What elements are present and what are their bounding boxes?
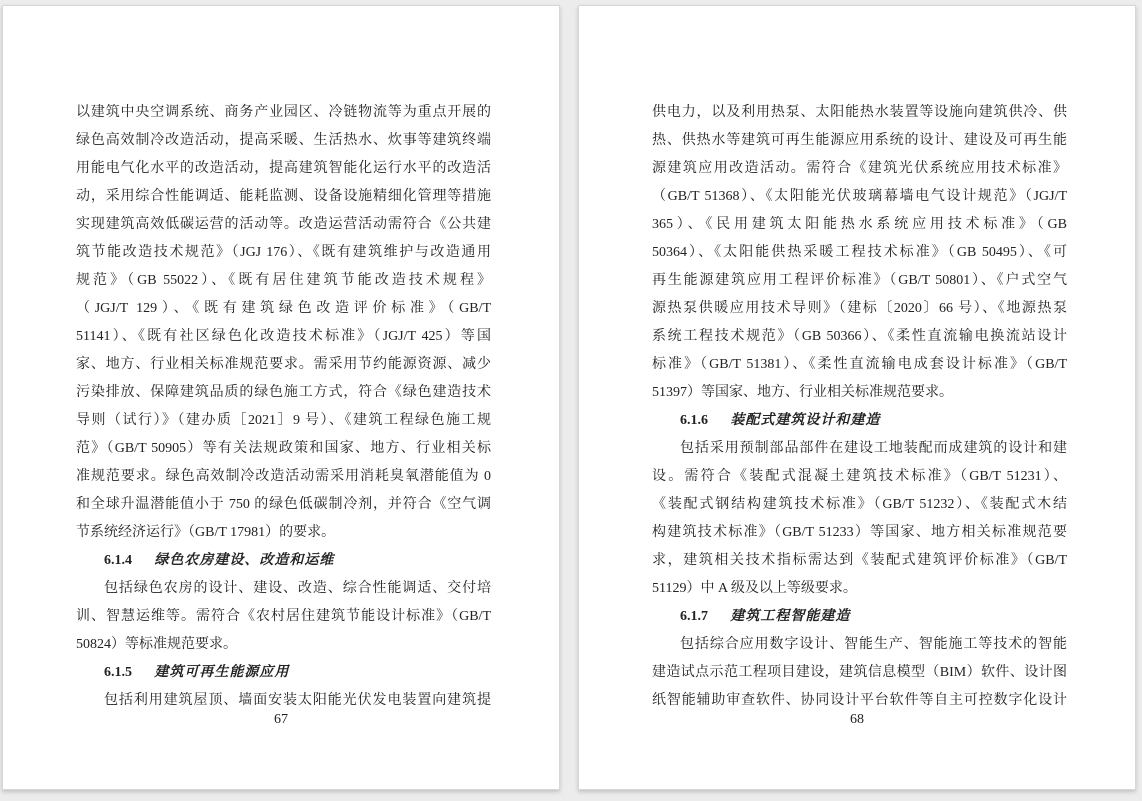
text-line: 范》（GB/T 50905）等有关法规政策和国家、地方、行业相关标 [76, 441, 491, 456]
page-left [2, 5, 560, 790]
text-line: 设。需符合《装配式混凝土建筑技术标准》（GB/T 51231）、 [652, 469, 1067, 484]
text-line: （GB/T 51368）、《太阳能光伏玻璃幕墙电气设计规范》（JGJ/T [652, 189, 1067, 204]
text-line: 导则（试行）》（建办质［2021］9 号）、《建筑工程绿色施工规 [76, 413, 491, 428]
section-heading [652, 603, 1067, 631]
page-number: 67 [274, 712, 288, 727]
text-line: 纸智能辅助审查软件、协同设计平台软件等自主可控数字化设计 [652, 693, 1067, 708]
text-line: 系统工程技术规范》（GB 50366）、《柔性直流输电换流站设计 [652, 329, 1067, 344]
section-number: 6.1.6 [680, 413, 708, 428]
text-line: 规范》（GB 55022）、《既有居住建筑节能改造技术规程》 [76, 273, 491, 288]
text-line: 标准》（GB/T 51381）、《柔性直流输电成套设计标准》（GB/T [652, 357, 1067, 372]
text-line: 和全球升温潜能值小于 750 的绿色低碳制冷剂，并符合《空气调 [76, 497, 491, 512]
section-title: 绿色农房建设、改造和运维 [154, 553, 335, 568]
text-line: 训、智慧运维等。需符合《农村居住建筑节能设计标准》（GB/T [76, 609, 491, 624]
text-line: 用能电气化水平的改造活动，提高建筑智能化运行水平的改造活 [76, 161, 491, 176]
text-line: 51141）、《既有社区绿色化改造技术标准》（JGJ/T 425）等国 [76, 329, 491, 344]
text-line: 家、地方、行业相关标准规范要求。需采用节约能源资源、减少 [76, 357, 491, 372]
text-line: 包括利用建筑屋顶、墙面安装太阳能光伏发电装置向建筑提 [104, 693, 491, 708]
section-heading [76, 547, 491, 575]
section-number: 6.1.7 [680, 609, 708, 624]
text-line: 51397）等国家、地方、行业相关标准规范要求。 [652, 385, 953, 400]
text-line: 包括绿色农房的设计、建设、改造、综合性能调适、交付培 [104, 581, 491, 596]
text-line: 建造试点示范工程项目建设，建筑信息模型（BIM）软件、设计图 [652, 665, 1067, 680]
text-line: 再生能源建筑应用工程评价标准》（GB/T 50801）、《户式空气 [652, 273, 1067, 288]
page-right [578, 5, 1136, 790]
text-line: 以建筑中央空调系统、商务产业园区、冷链物流等为重点开展的 [76, 105, 491, 120]
text-line: 51129）中 A 级及以上等级要求。 [652, 581, 857, 596]
text-line: 365）、《民用建筑太阳能热水系统应用技术标准》（GB [652, 217, 1067, 232]
section-number: 6.1.5 [104, 665, 132, 680]
page-number: 68 [850, 712, 864, 727]
section-heading [76, 659, 491, 687]
text-line: 污染排放、保障建筑品质的绿色施工方式，符合《绿色建造技术 [76, 385, 491, 400]
text-line: 绿色高效制冷改造活动，提高采暖、生活热水、炊事等建筑终端 [76, 133, 491, 148]
text-block [652, 99, 1067, 715]
section-heading [652, 407, 1067, 435]
text-line: （JGJ/T 129）、《既有建筑绿色改造评价标准》（GB/T [76, 301, 491, 316]
text-line: 《装配式钢结构建筑技术标准》（GB/T 51232）、《装配式木结 [652, 497, 1067, 512]
text-line: 源建筑应用改造活动。需符合《建筑光伏系统应用技术标准》 [652, 161, 1067, 176]
text-line: 构建筑技术标准》（GB/T 51233）等国家、地方相关标准规范要 [652, 525, 1067, 540]
text-line: 包括采用预制部品部件在建设工地装配而成建筑的设计和建 [680, 441, 1067, 456]
section-title: 装配式建筑设计和建造 [730, 413, 881, 428]
text-line: 热、供热水等建筑可再生能源应用系统的设计、建设及可再生能 [652, 133, 1067, 148]
text-line: 50824）等标准规范要求。 [76, 637, 237, 652]
text-line: 节系统经济运行》（GB/T 17981）的要求。 [76, 525, 336, 540]
text-line: 筑节能改造技术规范》（JGJ 176）、《既有建筑维护与改造通用 [76, 245, 491, 260]
text-line: 供电力，以及利用热泵、太阳能热水装置等设施向建筑供冷、供 [652, 105, 1067, 120]
section-number: 6.1.4 [104, 553, 132, 568]
text-line: 求，建筑相关技术指标需达到《装配式建筑评价标准》（GB/T [652, 553, 1067, 568]
text-line: 源热泵供暖应用技术导则》（建标〔2020〕66 号）、《地源热泵 [652, 301, 1067, 316]
section-title: 建筑工程智能建造 [730, 609, 851, 624]
text-line: 准规范要求。绿色高效制冷改造活动需采用消耗臭氧潜能值为 0 [76, 469, 491, 484]
text-block [76, 99, 491, 715]
text-line: 包括综合应用数字设计、智能生产、智能施工等技术的智能 [680, 637, 1067, 652]
section-title: 建筑可再生能源应用 [154, 665, 290, 680]
text-line: 动，采用综合性能调适、能耗监测、设备设施精细化管理等措施 [76, 189, 491, 204]
text-line: 50364）、《太阳能供热采暖工程技术标准》（GB 50495）、《可 [652, 245, 1067, 260]
text-line: 实现建筑高效低碳运营的活动等。改造运营活动需符合《公共建 [76, 217, 491, 232]
